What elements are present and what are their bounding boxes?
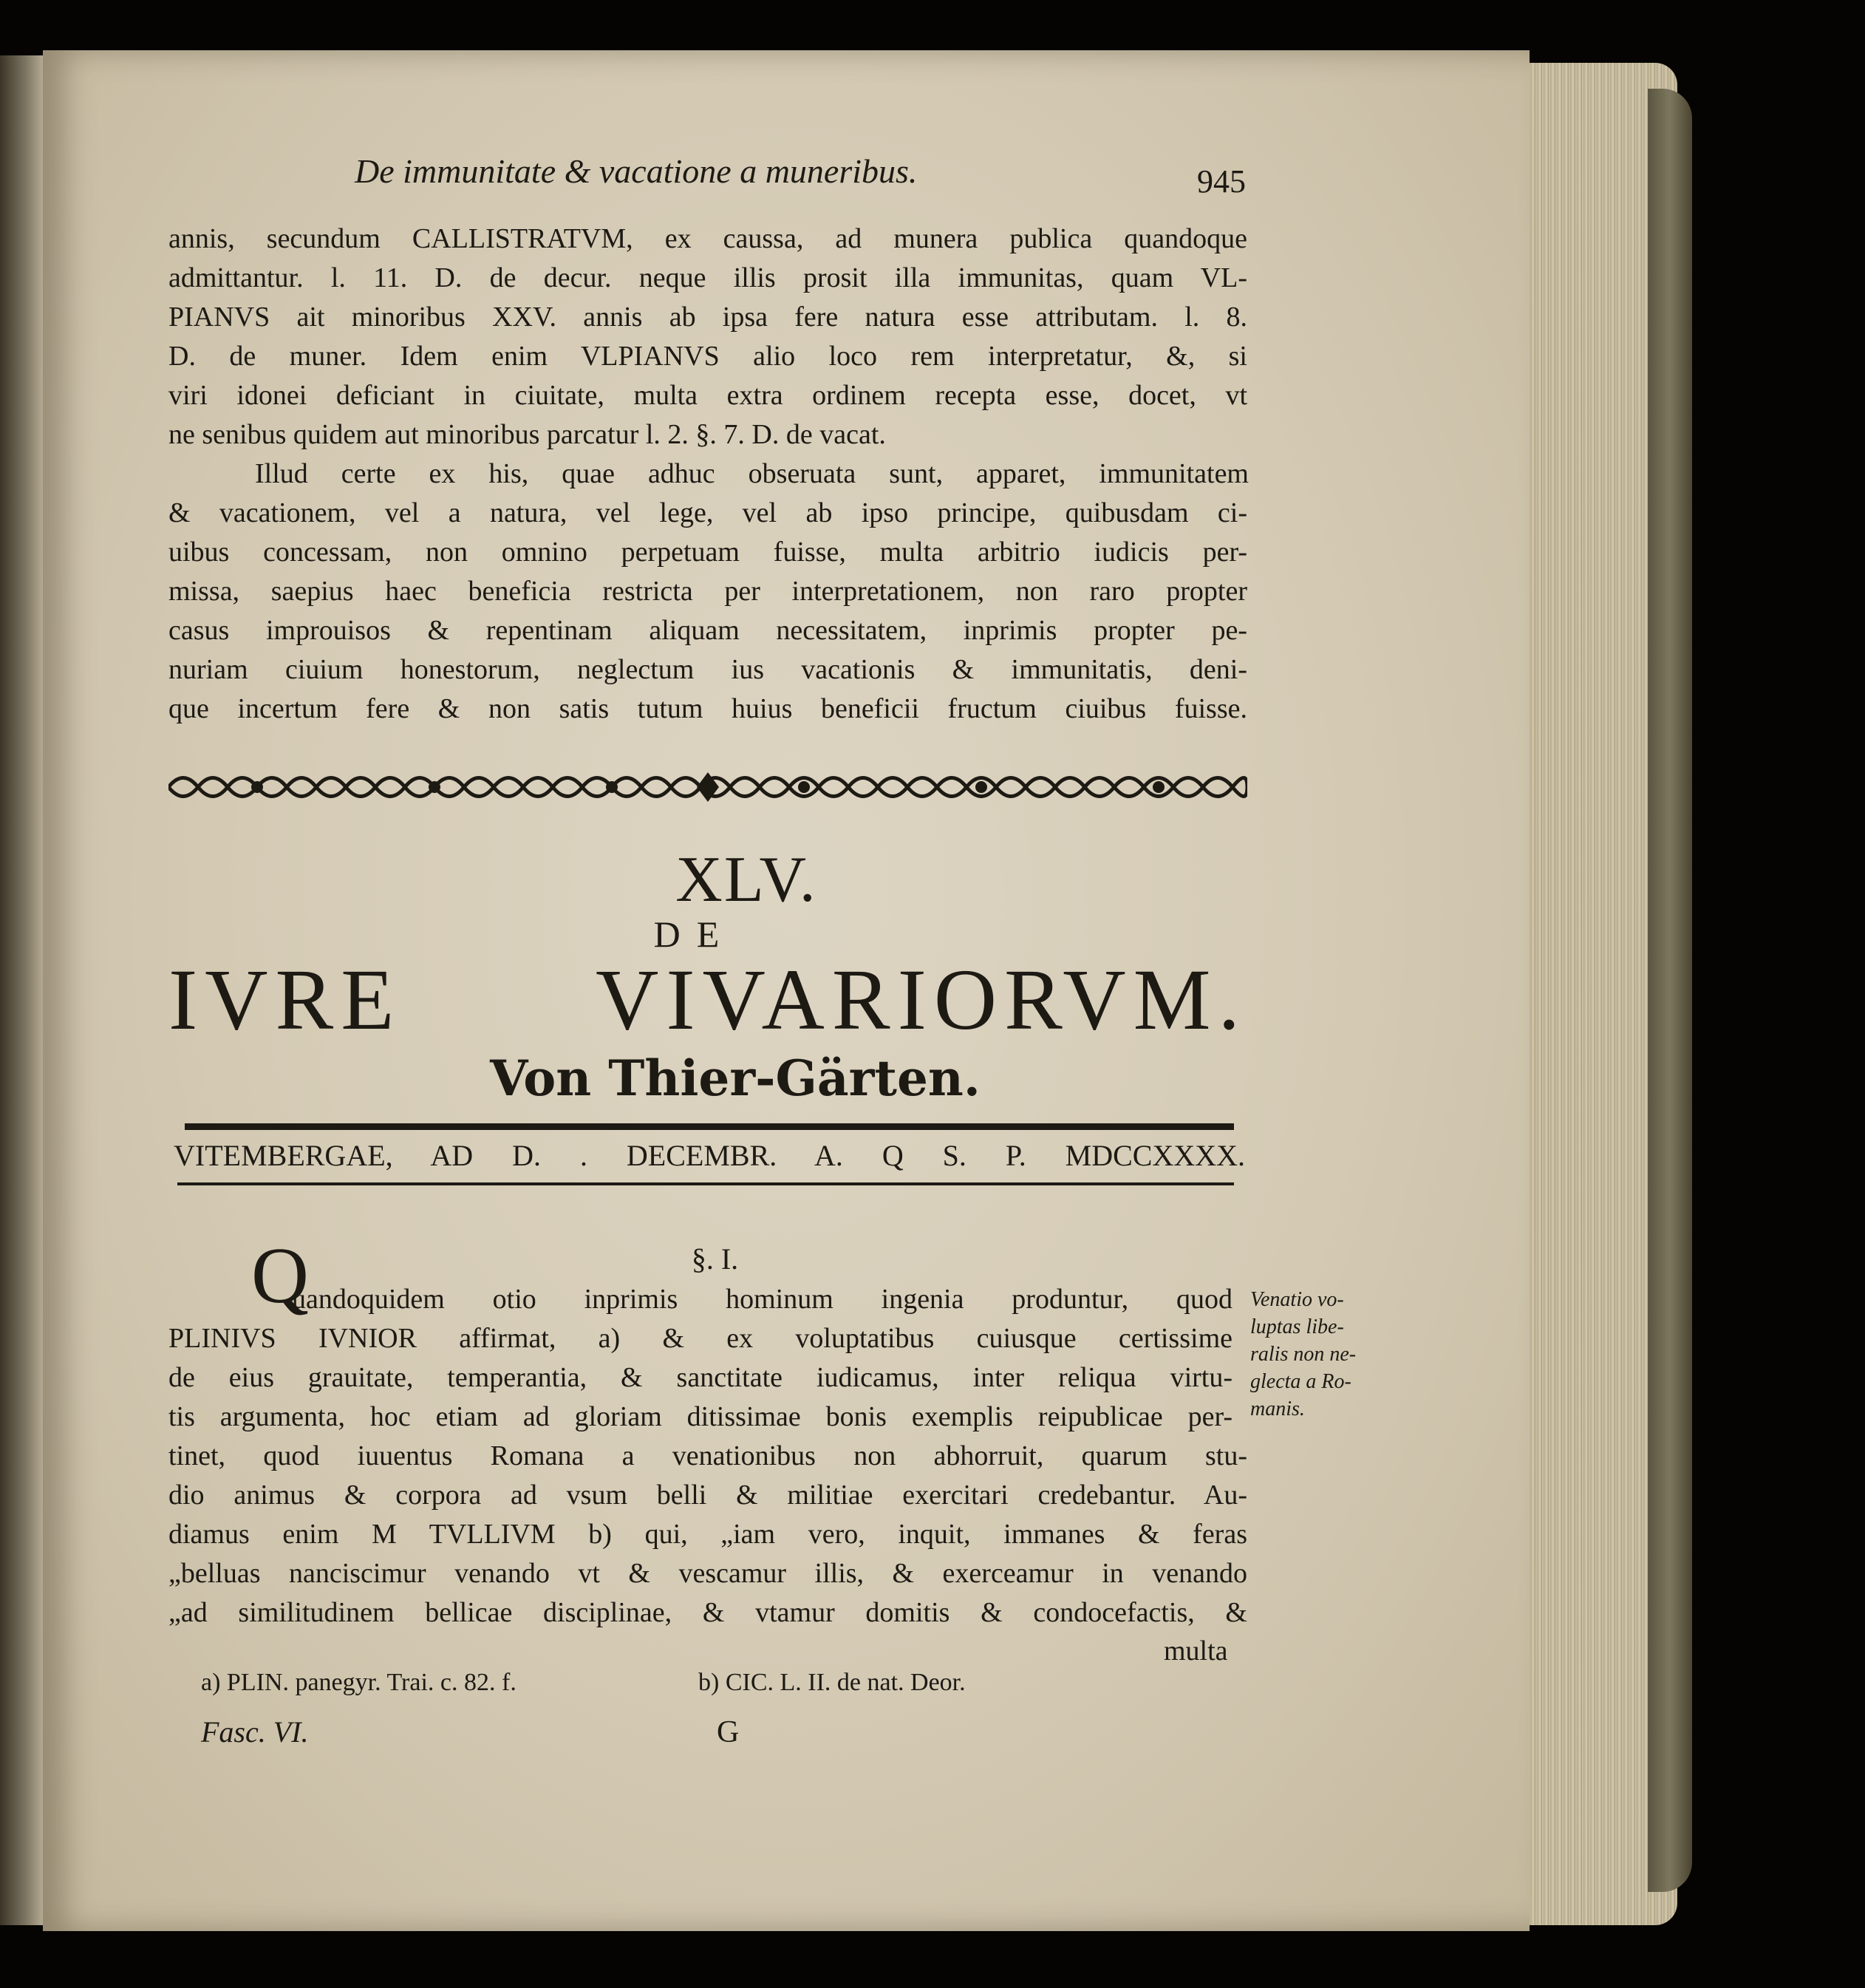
- text-line: de eius grauitate, temperantia, & sanctitate iudicamus, inter reliqua virtu-: [168, 1362, 1232, 1393]
- text-line: tis argumenta, hoc etiam ad gloriam ditissimae bonis exemplis reipublicae per-: [168, 1401, 1232, 1432]
- text-line: casus improuisos & repentinam aliquam necessitatem, inprimis propter pe-: [168, 615, 1247, 646]
- text-line: annis, secundum CALLISTRATVM, ex caussa, ad munera publica quandoque: [168, 223, 1247, 254]
- marginal-note-line: ralis non ne-: [1250, 1343, 1357, 1366]
- text-line: Illud certe ex his, quae adhuc obseruata sunt, apparet, immunitatem: [255, 458, 1249, 489]
- running-head: De immunitate & vacatione a muneribus.: [355, 152, 918, 190]
- chapter-preposition: DE: [653, 913, 736, 955]
- drop-cap: Q: [251, 1232, 309, 1320]
- text-line: admittantur. l. 11. D. de decur. neque illis prosit illa immunitas, quam VL-: [168, 262, 1247, 293]
- marginal-note-line: glecta a Ro-: [1250, 1370, 1351, 1393]
- text-line: viri idonei deficiant in ciuitate, multa extra ordinem recepta esse, docet, vt: [168, 380, 1247, 411]
- signature-mark: G: [717, 1715, 740, 1749]
- chapter-subtitle: Von Thier-Gärten.: [490, 1049, 981, 1107]
- text-line: & vacationem, vel a natura, vel lege, vel ab ipso principe, quibusdam ci-: [168, 497, 1247, 528]
- rule-thick: [185, 1123, 1234, 1130]
- text-line: PLINIVS IVNIOR affirmat, a) & ex voluptatibus cuiusque certissime: [168, 1323, 1232, 1354]
- text-line: tinet, quod iuuentus Romana a venationibus non abhorruit, quarum stu-: [168, 1440, 1247, 1471]
- text-line: missa, saepius haec beneficia restricta per interpretationem, non raro propter: [168, 576, 1247, 607]
- section-mark: §. I.: [691, 1242, 739, 1276]
- ornament-border: [168, 769, 1247, 806]
- chapter-number: XLV.: [675, 844, 817, 916]
- chapter-title: IVRE VIVARIORVM.: [168, 951, 1247, 1048]
- text-line: diamus enim M TVLLIVM b) qui, „iam vero, inquit, immanes & feras: [168, 1519, 1247, 1550]
- fascicle-mark: Fasc. VI.: [201, 1715, 309, 1749]
- marginal-note-line: Venatio vo-: [1250, 1288, 1344, 1311]
- rule-thin: [177, 1182, 1234, 1185]
- marginal-note-line: luptas libe-: [1250, 1315, 1344, 1338]
- text-line: dio animus & corpora ad vsum belli & militiae exercitari credebantur. Au-: [168, 1480, 1247, 1511]
- text-line: ne senibus quidem aut minoribus parcatur l. 2. §. 7. D. de vacat.: [168, 419, 886, 450]
- text-line: uibus concessam, non omnino perpetuam fuisse, multa arbitrio iudicis per-: [168, 537, 1247, 568]
- text-line: que incertum fere & non satis tutum huius beneficii fructum ciuibus fuisse.: [168, 693, 1247, 724]
- text-line: „ad similitudinem bellicae disciplinae, & vtamur domitis & condocefactis, &: [168, 1597, 1247, 1628]
- text-line: nuriam ciuium honestorum, neglectum ius vacationis & immunitatis, deni-: [168, 654, 1247, 685]
- page-number: 945: [1197, 163, 1246, 200]
- text-line: uandoquidem otio inprimis hominum ingenia produntur, quod: [292, 1284, 1232, 1315]
- marginal-note-line: manis.: [1250, 1398, 1305, 1420]
- left-page-edge: [0, 55, 46, 1925]
- catchword: multa: [1164, 1635, 1228, 1667]
- text-line: D. de muner. Idem enim VLPIANVS alio loco rem interpretatur, &, si: [168, 341, 1247, 372]
- footnote-b: b) CIC. L. II. de nat. Deor.: [698, 1669, 966, 1696]
- imprint-line: VITEMBERGAE, AD D. . DECEMBR. A. Q S. P. MDCCXXXX.: [174, 1139, 1245, 1172]
- text-line: „belluas nanciscimur venando vt & vescamur illis, & exerceamur in venando: [168, 1558, 1247, 1589]
- book-cover-edge: [1648, 89, 1692, 1892]
- text-line: PIANVS ait minoribus XXV. annis ab ipsa fere natura esse attributam. l. 8.: [168, 302, 1247, 333]
- footnote-a: a) PLIN. panegyr. Trai. c. 82. f.: [201, 1669, 516, 1696]
